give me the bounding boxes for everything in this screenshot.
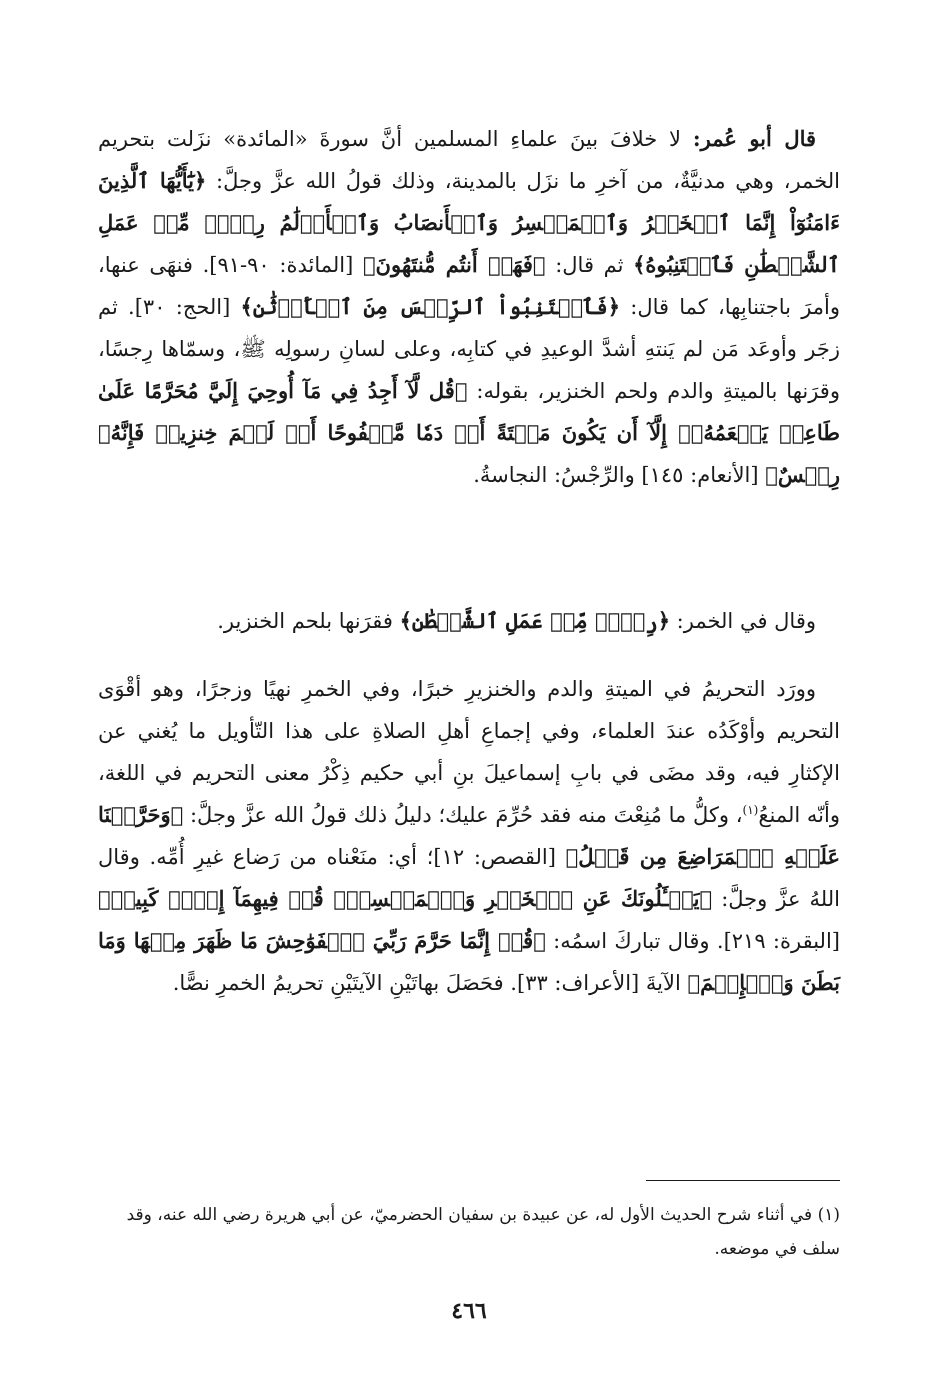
- quran-verse-maidah-90: ﴿يَٰٓأَيُّهَا ٱلَّذِينَ ءَامَنُوٓاْ إِنَّمَا ٱلۡخَمۡرُ وَٱلۡمَيۡسِرُ وَٱلۡأَنصَابُ وَٱلۡأَزۡلَٰمُ رِجۡسٞ مِّنۡ عَمَلِ ٱلشَّيۡطَٰنِ فَٱجۡتَنِبُوهُ﴾: [98, 168, 840, 277]
- book-page: [98, 118, 840, 1358]
- footnote-reference[interactable]: (١): [742, 803, 759, 817]
- paragraph-1: [98, 118, 840, 590]
- footnote: [98, 1198, 840, 1266]
- quran-verse-maidah-91: ﴿فَهَلۡ أَنتُم مُّنتَهُونَ﴾: [362, 252, 546, 277]
- quran-verse-baqarah-219: ﴿يَسۡـَٔلُونَكَ عَنِ ٱلۡخَمۡرِ وَٱلۡمَيۡسِرِۖ قُلۡ فِيهِمَآ إِثۡمٞ كَبِيرٞ﴾: [98, 886, 713, 911]
- paragraph-1-text-3: [المائدة: ٩٠-٩١]. فنهَى عنها، وأمرَ باجتنابِها، كما قال:: [98, 253, 841, 319]
- footnote-divider: [646, 1180, 840, 1181]
- paragraph-1-text-5: [الأنعام: ١٤٥] والرِّجْسُ: النجاسةُ.: [473, 463, 766, 487]
- quran-verse-hajj-30: ﴿فَٱجۡتَنِبُواْ ٱلرِّجۡسَ مِنَ ٱلۡأَوۡثَٰنِ﴾: [240, 294, 621, 319]
- paragraph-3: [98, 668, 840, 1088]
- paragraph-3-text-3: [القصص: ١٢]؛ أي: منَعْناه من رَضاع غيرِ أُمِّه. وقال اللهُ عزَّ وجلَّ:: [98, 845, 840, 911]
- quran-verse-rijs: ﴿رِجۡسٞ مِّنۡ عَمَلِ ٱلشَّيۡطَٰنِ﴾: [399, 608, 670, 633]
- paragraph-3-text-1: وورَد التحريمُ في الميتةِ والدم والخنزيرِ خبرًا، وفي الخمرِ نهيًا وزجرًا، وهو أقْوَى التحريم وأوْكَدُه عندَ العلماء، وفي إجماعِ أهلِ الصلاةِ على هذا التّأويل ما يُغني عن الإكثارِ فيه، وقد مضَى في بابِ إسماعيلَ بنِ أبي حكيم ذِكْرُ معنى التحريم في اللغة، وأنّه المنعُ: [98, 677, 840, 827]
- paragraph-3-text-4: [البقرة: ٢١٩]. وقال تباركَ اسمُه:: [545, 929, 840, 953]
- paragraph-3-text-2: ، وكلُّ ما مُنِعْتَ منه فقد حُرِّمَ عليك؛ دليلُ ذلك قولُ الله عزَّ وجلَّ:: [183, 803, 743, 827]
- paragraph-3-text-5: الآيةَ [الأعراف: ٣٣]. فحَصَلَ بهاتَيْنِ الآيتَيْنِ تحريمُ الخمرِ نصًّا.: [172, 971, 688, 995]
- paragraph-2: [98, 600, 840, 642]
- quran-verse-araf-33: ﴿قُلۡ إِنَّمَا حَرَّمَ رَبِّيَ ٱلۡفَوَٰحِشَ مَا ظَهَرَ مِنۡهَا وَمَا بَطَنَ وَٱلۡإِثۡمَ﴾: [98, 928, 840, 995]
- quran-verse-qasas-12: ﴿وَحَرَّمۡنَا عَلَيۡهِ ٱلۡمَرَاضِعَ مِن قَبۡلُ﴾: [98, 802, 840, 869]
- footnote-marker: (١): [817, 1205, 840, 1225]
- paragraph-1-text-2: ثم قال:: [545, 253, 634, 277]
- paragraph-2-text-1: وقال في الخمر:: [670, 609, 816, 633]
- quran-verse-anam-145: ﴿قُل لَّآ أَجِدُ فِي مَآ أُوحِيَ إِلَيَّ مُحَرَّمًا عَلَىٰ طَاعِمٖ يَطۡعَمُهُۥٓ إِلَّآ أَن يَكُونَ مَيۡتَةً أَوۡ دَمٗا مَّسۡفُوحًا أَوۡ لَحۡمَ خِنزِيرٖ فَإِنَّهُۥ رِجۡسٌ﴾: [98, 378, 840, 487]
- page-number: ٤٦٦: [451, 1298, 487, 1324]
- speaker-name: قال أبو عُمر:: [692, 126, 817, 151]
- footnote-text: في أثناء شرح الحديث الأول له، عن عبيدة بن سفيان الحضرميّ، عن أبي هريرة رضي الله عنه، وقد سلف في موضعه.: [126, 1205, 840, 1259]
- paragraph-2-text-2: فقرَنها بلحم الخنزير.: [217, 609, 400, 633]
- paragraph-1-text-4: [الحج: ٣٠]. ثم زجَر وأوعَد مَن لم يَنتهِ أشدَّ الوعيدِ في كتابِه، وعلى لسانِ رسولِه ﷺ، وسمّاها رِجسًا، وقرَنها بالميتةِ والدم ولحم الخنزير، بقوله:: [98, 295, 840, 403]
- paragraph-1-text-1: لا خلافَ بينَ علماءِ المسلمين أنَّ سورةَ «المائدة» نزَلت بتحريم الخمر، وهي مدنيَّةٌ، من آخرِ ما نزَل بالمدينة، وذلك قولُ الله عزَّ وجلَّ:: [98, 127, 840, 193]
